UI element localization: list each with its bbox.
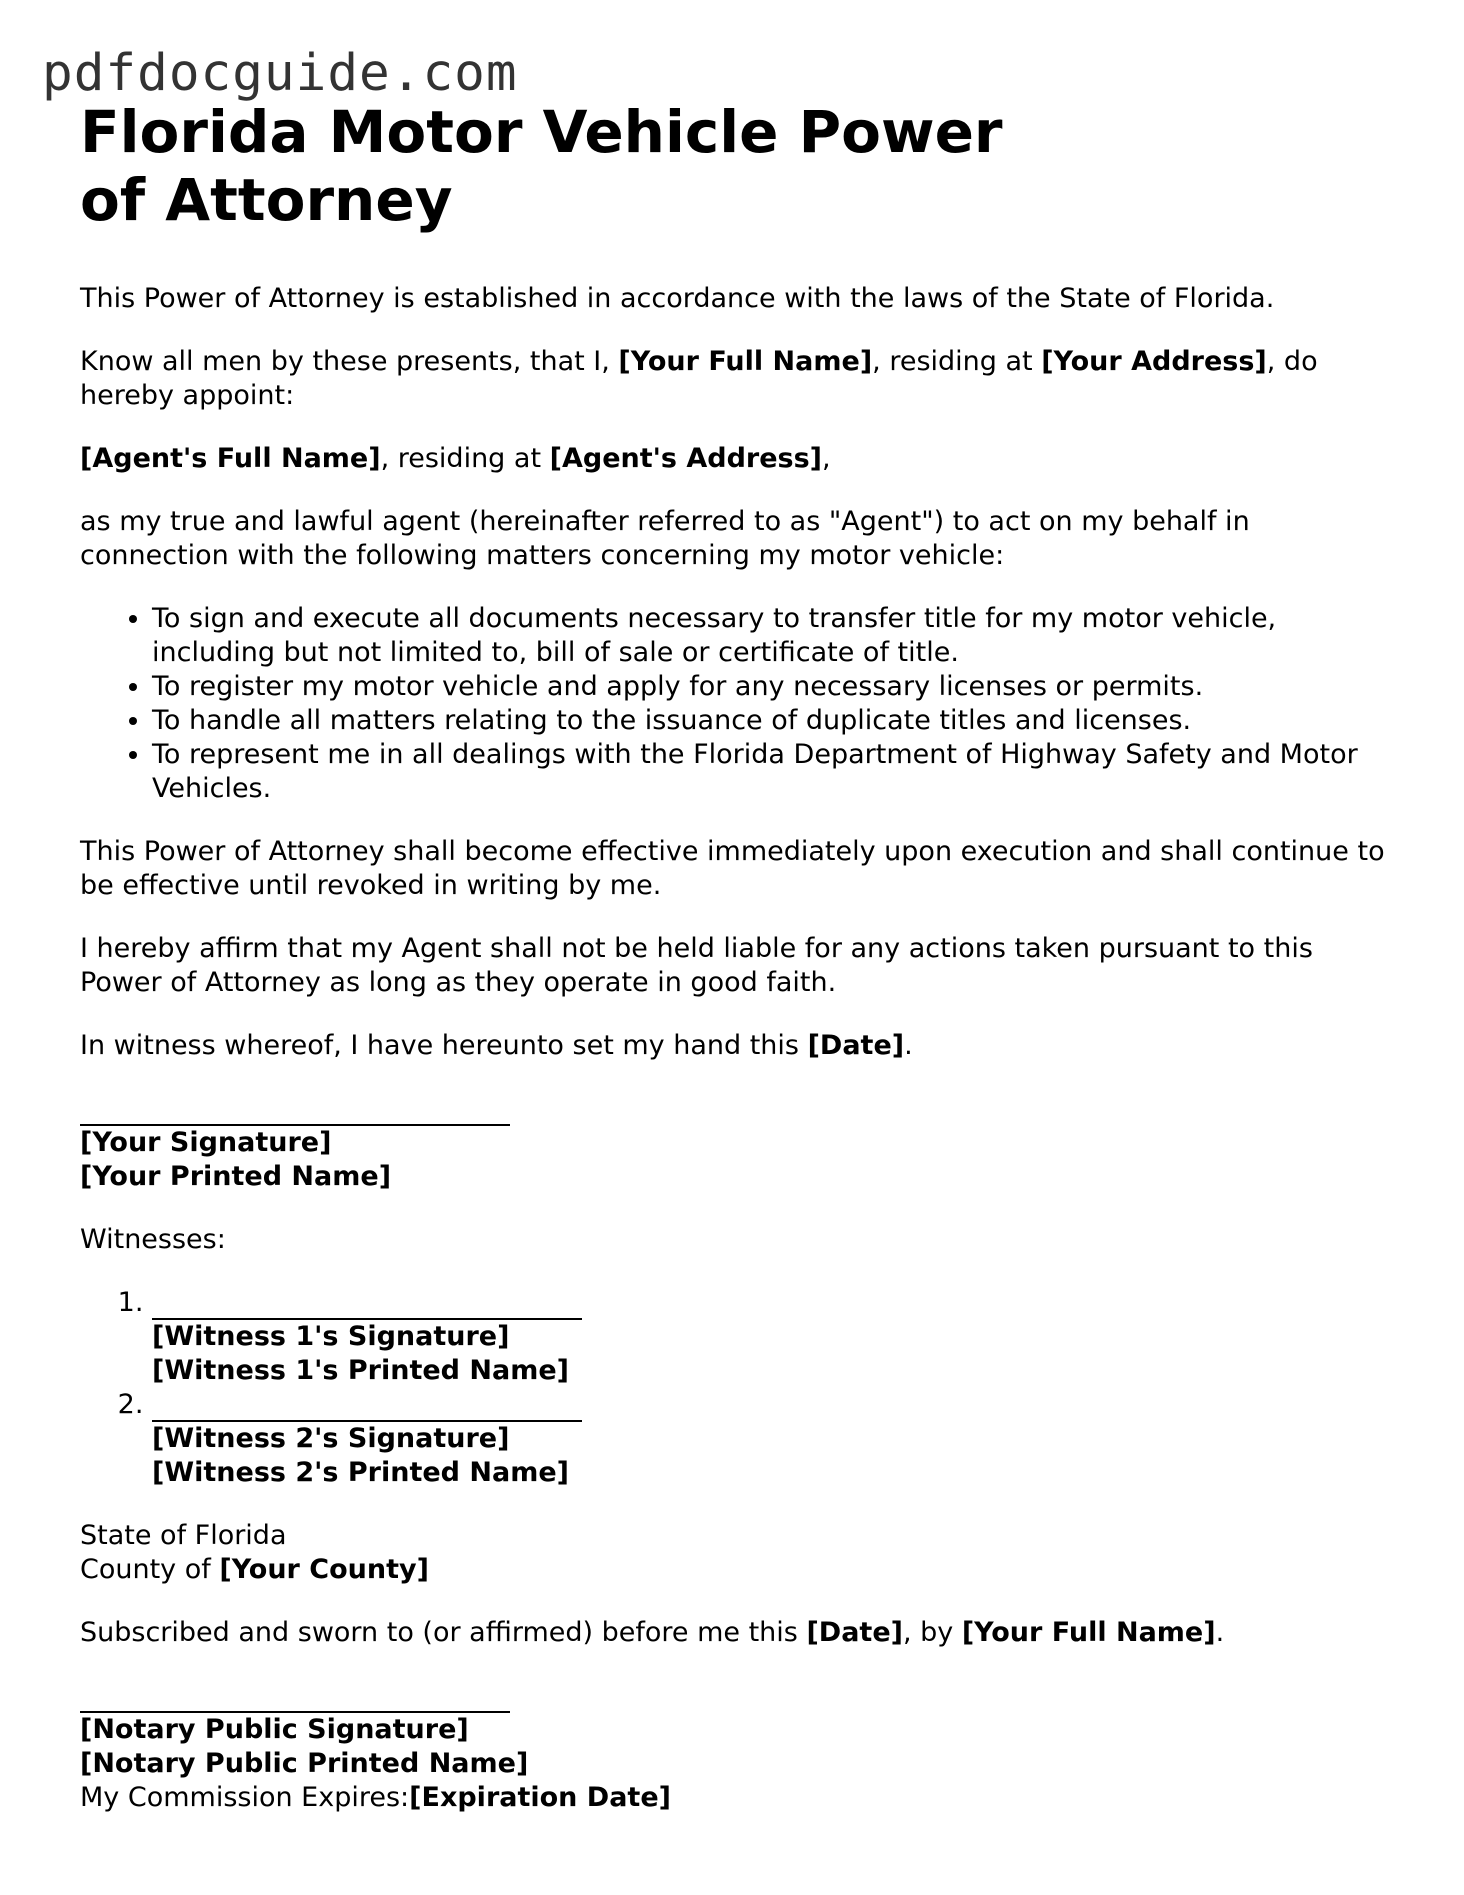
date-placeholder: [Date] <box>807 1030 905 1061</box>
effective-paragraph: This Power of Attorney shall become effective immediately upon execution and shall continue to be effective until revoked in writing by me. <box>80 836 1385 901</box>
power-item: • To represent me in all dealings with the Florida Department of Highway Safety and Motor Vehicles. <box>152 738 1400 806</box>
notary-printed-name-placeholder: [Notary Public Printed Name] <box>80 1748 529 1779</box>
principal-signature-block <box>80 1092 1400 1194</box>
appointment-mid: , residing at <box>872 346 1042 377</box>
venue-state: State of Florida <box>80 1520 287 1551</box>
watermark: pdfdocguide.com <box>42 44 518 103</box>
witness-signature-line[interactable] <box>152 1290 582 1320</box>
document-title: Florida Motor Vehicle Power of Attorney <box>80 98 1003 234</box>
powers-list <box>80 602 1400 806</box>
power-item: • To register my motor vehicle and apply for any necessary licenses or permits. <box>152 670 1400 704</box>
witness-signature-line[interactable] <box>152 1392 582 1422</box>
witness-clause-pre: In witness whereof, I have hereunto set my hand this <box>80 1030 808 1061</box>
power-item: • To handle all matters relating to the issuance of duplicate titles and licenses. <box>152 704 1400 738</box>
witness-printed-name-placeholder: [Witness 1's Printed Name] <box>152 1355 570 1386</box>
intro-paragraph: This Power of Attorney is established in accordance with the laws of the State of Florida. <box>80 283 1275 314</box>
witness-item <box>152 1286 1400 1388</box>
venue-county-row <box>80 1553 1400 1587</box>
witness-signature-placeholder: [Witness 1's Signature] <box>152 1321 510 1352</box>
notary-signature-line[interactable] <box>80 1683 510 1713</box>
venue-county-label: County of <box>80 1554 220 1585</box>
county-placeholder: [Your County] <box>219 1554 429 1585</box>
notary-clause-mid: , by <box>902 1617 962 1648</box>
witness-signature-placeholder: [Witness 2's Signature] <box>152 1423 510 1454</box>
witness-item <box>152 1388 1400 1490</box>
notary-clause-pre: Subscribed and sworn to (or affirmed) before me this <box>80 1617 807 1648</box>
agent-scope-paragraph: as my true and lawful agent (hereinafter referred to as "Agent") to act on my behalf in connection with the following matters concerning my motor vehicle: <box>80 506 1250 571</box>
principal-signature-placeholder: [Your Signature] <box>80 1127 332 1158</box>
document-page <box>80 98 1400 1815</box>
principal-address-placeholder: [Your Address] <box>1041 346 1267 377</box>
witness-printed-name-placeholder: [Witness 2's Printed Name] <box>152 1457 570 1488</box>
notary-clause <box>80 1616 1400 1650</box>
notary-date-placeholder: [Date] <box>806 1617 903 1648</box>
notary-name-placeholder: [Your Full Name] <box>961 1617 1216 1648</box>
expiration-placeholder: [Expiration Date] <box>409 1782 671 1813</box>
appointment-paragraph <box>80 345 1400 413</box>
appointment-pre: Know all men by these presents, that I, <box>80 346 619 377</box>
agent-mid: , residing at <box>380 443 550 474</box>
principal-signature-line-row <box>80 1092 1400 1126</box>
witness-clause-post: . <box>904 1030 913 1061</box>
notary-signature-placeholder: [Notary Public Signature] <box>80 1714 469 1745</box>
agent-name-placeholder: [Agent's Full Name] <box>80 443 381 474</box>
notary-clause-post: . <box>1215 1617 1225 1648</box>
witness-clause <box>80 1029 1400 1063</box>
venue-block <box>80 1519 1400 1587</box>
agent-post: , <box>822 443 831 474</box>
commission-label: My Commission Expires: <box>80 1782 410 1813</box>
agent-paragraph <box>80 442 1400 476</box>
principal-name-placeholder: [Your Full Name] <box>618 346 873 377</box>
agent-address-placeholder: [Agent's Address] <box>549 443 823 474</box>
notary-block <box>80 1679 1400 1815</box>
witnesses-label: Witnesses: <box>80 1224 226 1255</box>
principal-signature-line[interactable] <box>80 1096 510 1126</box>
liability-paragraph: I hereby affirm that my Agent shall not be held liable for any actions taken pursuant to this Power of Attorney as long as they operate in good faith. <box>80 933 1313 998</box>
witnesses-list <box>80 1286 1400 1490</box>
appointment-post: , do hereby appoint: <box>80 346 1318 411</box>
principal-printed-name-placeholder: [Your Printed Name] <box>80 1161 392 1192</box>
notary-signature-line-row <box>80 1679 1400 1713</box>
commission-row <box>80 1781 1400 1815</box>
power-item: • To sign and execute all documents necessary to transfer title for my motor vehicle, including but not limited to, bill of sale or certificate of title. <box>152 602 1400 670</box>
